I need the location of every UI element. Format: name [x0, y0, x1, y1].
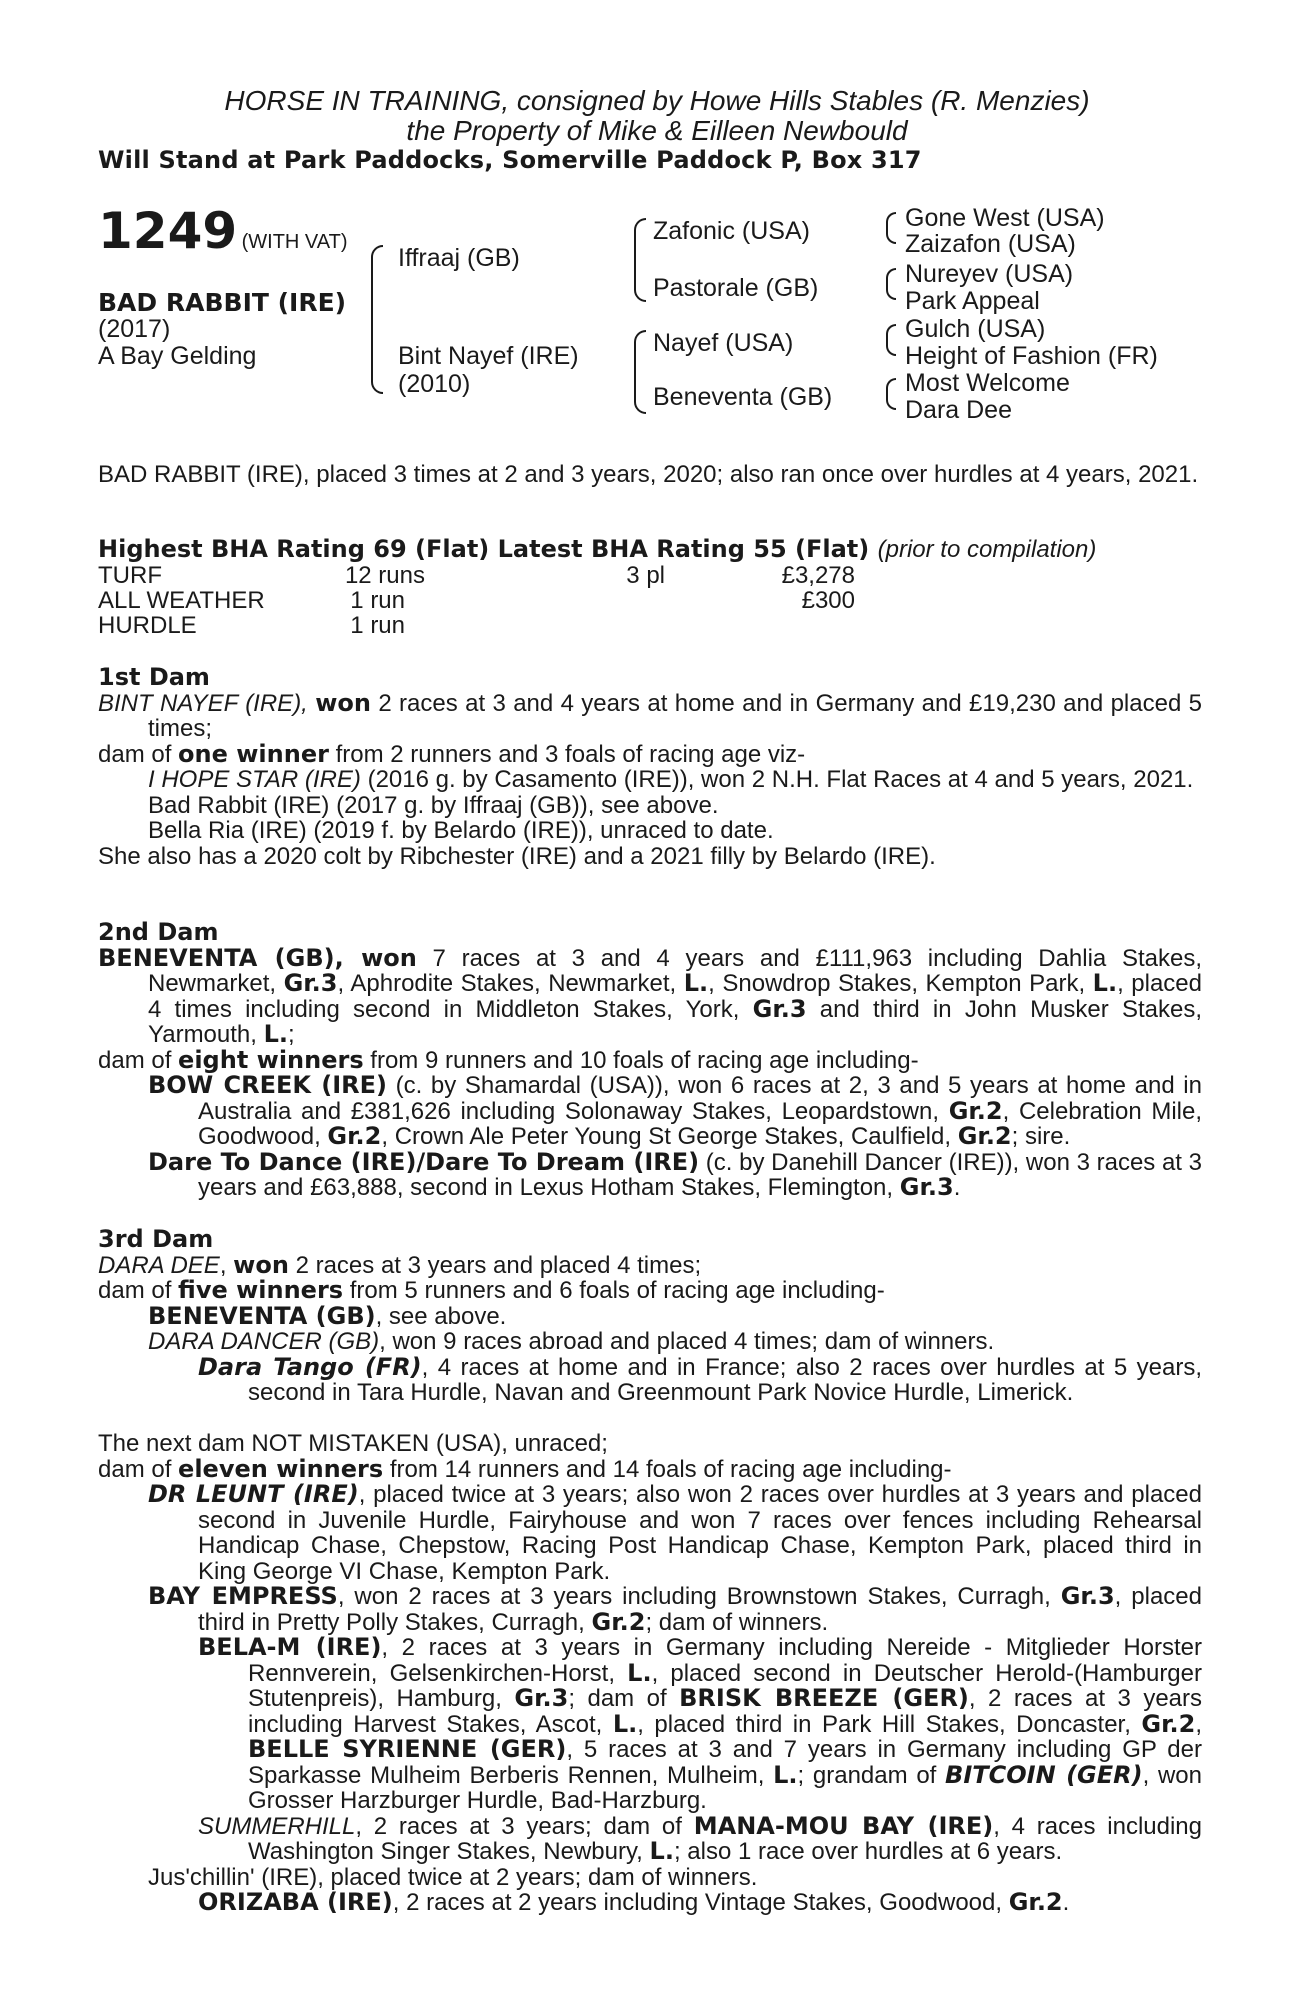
lot-heading: [98, 202, 348, 260]
produce-entry: DARA DANCER (GB), won 9 races abroad and placed 4 times; dam of winners.: [148, 1328, 995, 1355]
dam-of-line: dam of eleven winners from 14 runners and 14 foals of racing age including-: [98, 1454, 952, 1483]
pedigree-ddd: Dara Dee: [905, 396, 1012, 424]
dam-of-line: dam of eight winners from 9 runners and 10 foals of racing age including-: [98, 1045, 919, 1074]
pedigree-sire: Iffraaj (GB): [398, 244, 520, 272]
pedigree-dam-year: (2010): [398, 370, 471, 398]
ratings-runs: 12 runs: [344, 561, 425, 589]
pedigree-sss: Gone West (USA): [905, 204, 1105, 232]
lot-number: 1249: [98, 202, 238, 260]
summary-text: BAD RABBIT (IRE), placed 3 times at 2 and 3 years, 2020; also ran once over hurdles at 4 years, 2021.: [98, 461, 1199, 488]
pedigree-brace-sire: [634, 218, 646, 302]
ratings-heading-line: [98, 537, 1202, 563]
produce-entry: Bella Ria (IRE) (2019 f. by Belardo (IRE)), unraced to date.: [148, 817, 774, 844]
next-dam-line: The next dam NOT MISTAKEN (USA), unraced;: [98, 1430, 608, 1457]
pedigree-brace-parents: [371, 245, 383, 394]
ratings-placed: [425, 613, 665, 638]
ratings-runs: 1 run: [350, 586, 405, 614]
pedigree-dss: Gulch (USA): [905, 315, 1046, 343]
ratings-block: [98, 537, 1202, 638]
ratings-placed: 3 pl: [626, 561, 665, 589]
ratings-note: (prior to compilation): [877, 536, 1097, 563]
ratings-heading: Highest BHA Rating 69 (Flat) Latest BHA Rating 55 (Flat): [98, 535, 870, 563]
produce-entry: I HOPE STAR (IRE) (2016 g. by Casamento (IRE)), won 2 N.H. Flat Races at 4 and 5 years, 2021.: [148, 766, 1194, 793]
dam-record: BINT NAYEF (IRE), won 2 races at 3 and 4 years at home and in Germany and £19,230 and placed 5 times;: [98, 688, 1203, 742]
section-heading: 1st Dam: [98, 663, 210, 691]
produce-entry: DR LEUNT (IRE), placed twice at 3 years; also won 2 races over hurdles at 3 years and placed second in Juvenile Hurdle, Fairyhouse and won 7 races over fences including Rehearsal Handicap Chase, Chepstow, Racing Post Handicap Chase, Kempton Park, placed third in King George VI Chase, Kempton Park.: [148, 1480, 1202, 1585]
horse-year: (2017): [98, 315, 171, 343]
ratings-earnings: £3,278: [781, 561, 855, 589]
pedigree-brace-ds: [886, 324, 896, 356]
consignor-line: HORSE IN TRAINING, consigned by Howe Hills Stables (R. Menzies): [224, 85, 1090, 116]
first-dam-section: [98, 665, 1202, 869]
vat-label: (WITH VAT): [241, 231, 348, 253]
produce-entry: BOW CREEK (IRE) (c. by Shamardal (USA)), won 6 races at 2, 3 and 5 years at home and in Australia and £381,626 including Solonaway Stakes, Leopardstown, Gr.2, Celebration Mile, Goodwood, Gr.2, Crown Ale Peter Young St George Stakes, Caulfield, Gr.2; sire.: [148, 1071, 1203, 1150]
pedigree-sds: Nureyev (USA): [905, 260, 1074, 288]
dam-of-line: dam of one winner from 2 runners and 3 foals of racing age viz-: [98, 739, 806, 768]
ratings-runs: 1 run: [350, 611, 405, 639]
second-dam-section: [98, 920, 1202, 1201]
produce-entry: ORIZABA (IRE), 2 races at 2 years including Vintage Stakes, Goodwood, Gr.2.: [198, 1888, 1070, 1916]
pedigree-dam-dam: Beneventa (GB): [653, 383, 833, 411]
produce-entry: Jus'chillin' (IRE), placed twice at 2 years; dam of winners.: [148, 1863, 758, 1891]
ratings-row: [98, 588, 1202, 613]
section-heading: 3rd Dam: [98, 1225, 214, 1253]
dam-name: BINT NAYEF (IRE),: [98, 689, 308, 717]
stand-location: Will Stand at Park Paddocks, Somerville Paddock P, Box 317: [98, 146, 922, 174]
pedigree-brace-dam: [634, 330, 646, 414]
produce-entry: BAY EMPRESS, won 2 races at 3 years including Brownstown Stakes, Curragh, Gr.3, placed third in Pretty Polly Stakes, Curragh, Gr.2; dam of winners.: [148, 1582, 1202, 1636]
pedigree-sdd: Park Appeal: [905, 287, 1040, 315]
produce-entry: Dare To Dance (IRE)/Dare To Dream (IRE) (c. by Danehill Dancer (IRE)), won 3 races at 3 years and £63,888, second in Lexus Hotham Stakes, Flemington, Gr.3.: [148, 1147, 1202, 1201]
pedigree-dsd: Height of Fashion (FR): [905, 342, 1158, 370]
property-line: the Property of Mike & Eilleen Newbould: [406, 115, 908, 146]
racing-summary: [98, 462, 1202, 488]
ratings-placed: [425, 588, 665, 613]
pedigree-sire-sire: Zafonic (USA): [653, 217, 810, 245]
produce-entry: SUMMERHILL, 2 races at 3 years; dam of MANA-MOU BAY (IRE), 4 races including Washington Singer Stakes, Newbury, L.; also 1 race over hurdles at 6 years.: [198, 1811, 1202, 1865]
dam-record: DARA DEE, won 2 races at 3 years and placed 4 times;: [98, 1250, 702, 1279]
horse-name: BAD RABBIT (IRE): [98, 288, 347, 317]
produce-entry: BENEVENTA (GB), see above.: [148, 1301, 507, 1330]
ratings-earnings: [665, 613, 855, 638]
section-heading: 2nd Dam: [98, 918, 219, 946]
ratings-surface: ALL WEATHER: [98, 586, 265, 614]
pedigree-ssd: Zaizafon (USA): [905, 230, 1076, 258]
ratings-surface: TURF: [98, 561, 162, 589]
pedigree-brace-ss: [886, 212, 896, 244]
pedigree-dam-sire: Nayef (USA): [653, 329, 794, 357]
also-line: She also has a 2020 colt by Ribchester (IRE) and a 2021 filly by Belardo (IRE).: [98, 842, 936, 870]
horse-description: A Bay Gelding: [98, 342, 257, 370]
pedigree-dam: Bint Nayef (IRE): [398, 342, 579, 370]
ratings-surface: HURDLE: [98, 611, 197, 639]
ratings-row: [98, 613, 1202, 638]
produce-entry: Bad Rabbit (IRE) (2017 g. by Iffraaj (GB)), see above.: [148, 791, 719, 819]
next-dam-section: [98, 1431, 1202, 1916]
third-dam-section: [98, 1227, 1202, 1406]
produce-entry: BELA-M (IRE), 2 races at 3 years in Germany including Nereide - Mitglieder Horster Rennverein, Gelsenkirchen-Horst, L., placed second in Deutscher Herold-(Hamburger Stutenpreis), Hamburg, Gr.3; dam of BRISK BREEZE (GER), 2 races at 3 years including Harvest Stakes, Ascot, L., placed third in Park Hill Stakes, Doncaster, Gr.2, BELLE SYRIENNE (GER), 5 races at 3 and 7 years in Germany including GP der Sparkasse Mulheim Berberis Rennen, Mulheim, L.; grandam of BITCOIN (GER), won Grosser Harzburger Hurdle, Bad-Harzburg.: [198, 1633, 1203, 1814]
pedigree-dds: Most Welcome: [905, 369, 1070, 397]
ratings-earnings: £300: [801, 586, 855, 614]
pedigree-sire-dam: Pastorale (GB): [653, 274, 819, 302]
pedigree-brace-dd: [886, 378, 896, 410]
dam-record: BENEVENTA (GB), won 7 races at 3 and 4 years and £111,963 including Dahlia Stakes, Newmarket, Gr.3, Aphrodite Stakes, Newmarket, L., Snowdrop Stakes, Kempton Park, L., placed 4 times including second in Middleton Stakes, York, Gr.3 and third in John Musker Stakes, Yarmouth, L.;: [98, 943, 1203, 1048]
produce-entry: Dara Tango (FR), 4 races at home and in France; also 2 races over hurdles at 5 years, second in Tara Hurdle, Navan and Greenmount Park Novice Hurdle, Limerick.: [198, 1352, 1202, 1406]
dam-of-line: dam of five winners from 5 runners and 6 foals of racing age including-: [98, 1276, 885, 1304]
ratings-row: [98, 563, 1202, 588]
pedigree-brace-sd: [886, 268, 896, 300]
